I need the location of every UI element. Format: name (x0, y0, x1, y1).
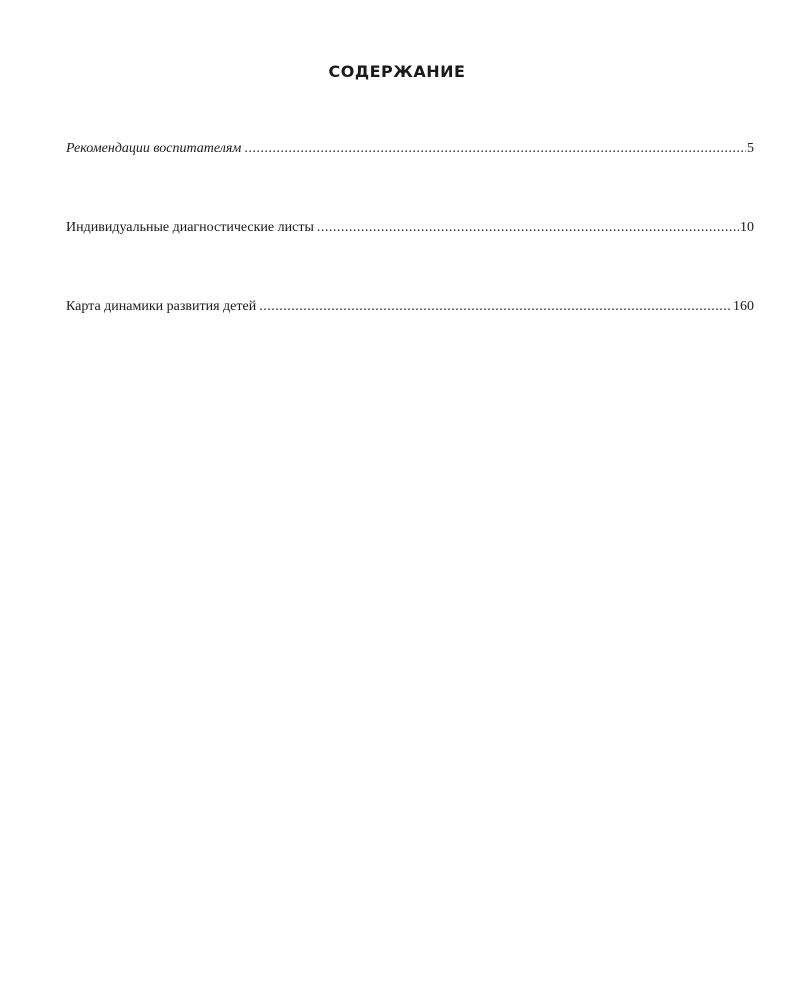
toc-entry-development-map[interactable] (66, 298, 754, 316)
toc-entry-recommendations[interactable] (66, 140, 754, 158)
dot-leader (244, 140, 746, 158)
toc-entry-page-number: 10 (740, 220, 754, 235)
toc-entry-diagnostic-sheets[interactable] (66, 219, 754, 237)
dot-leader (317, 219, 739, 237)
toc-entry-label: Карта динамики развития детей (66, 299, 257, 314)
toc-entry-page-number: 5 (747, 141, 754, 156)
toc-entry-label: Индивидуальные диагностические листы (66, 220, 314, 235)
dot-leader (259, 298, 732, 316)
page-title: СОДЕРЖАНИЕ (328, 62, 466, 81)
toc-entry-label: Рекомендации воспитателям (66, 141, 242, 156)
toc-entry-page-number: 160 (733, 299, 754, 314)
